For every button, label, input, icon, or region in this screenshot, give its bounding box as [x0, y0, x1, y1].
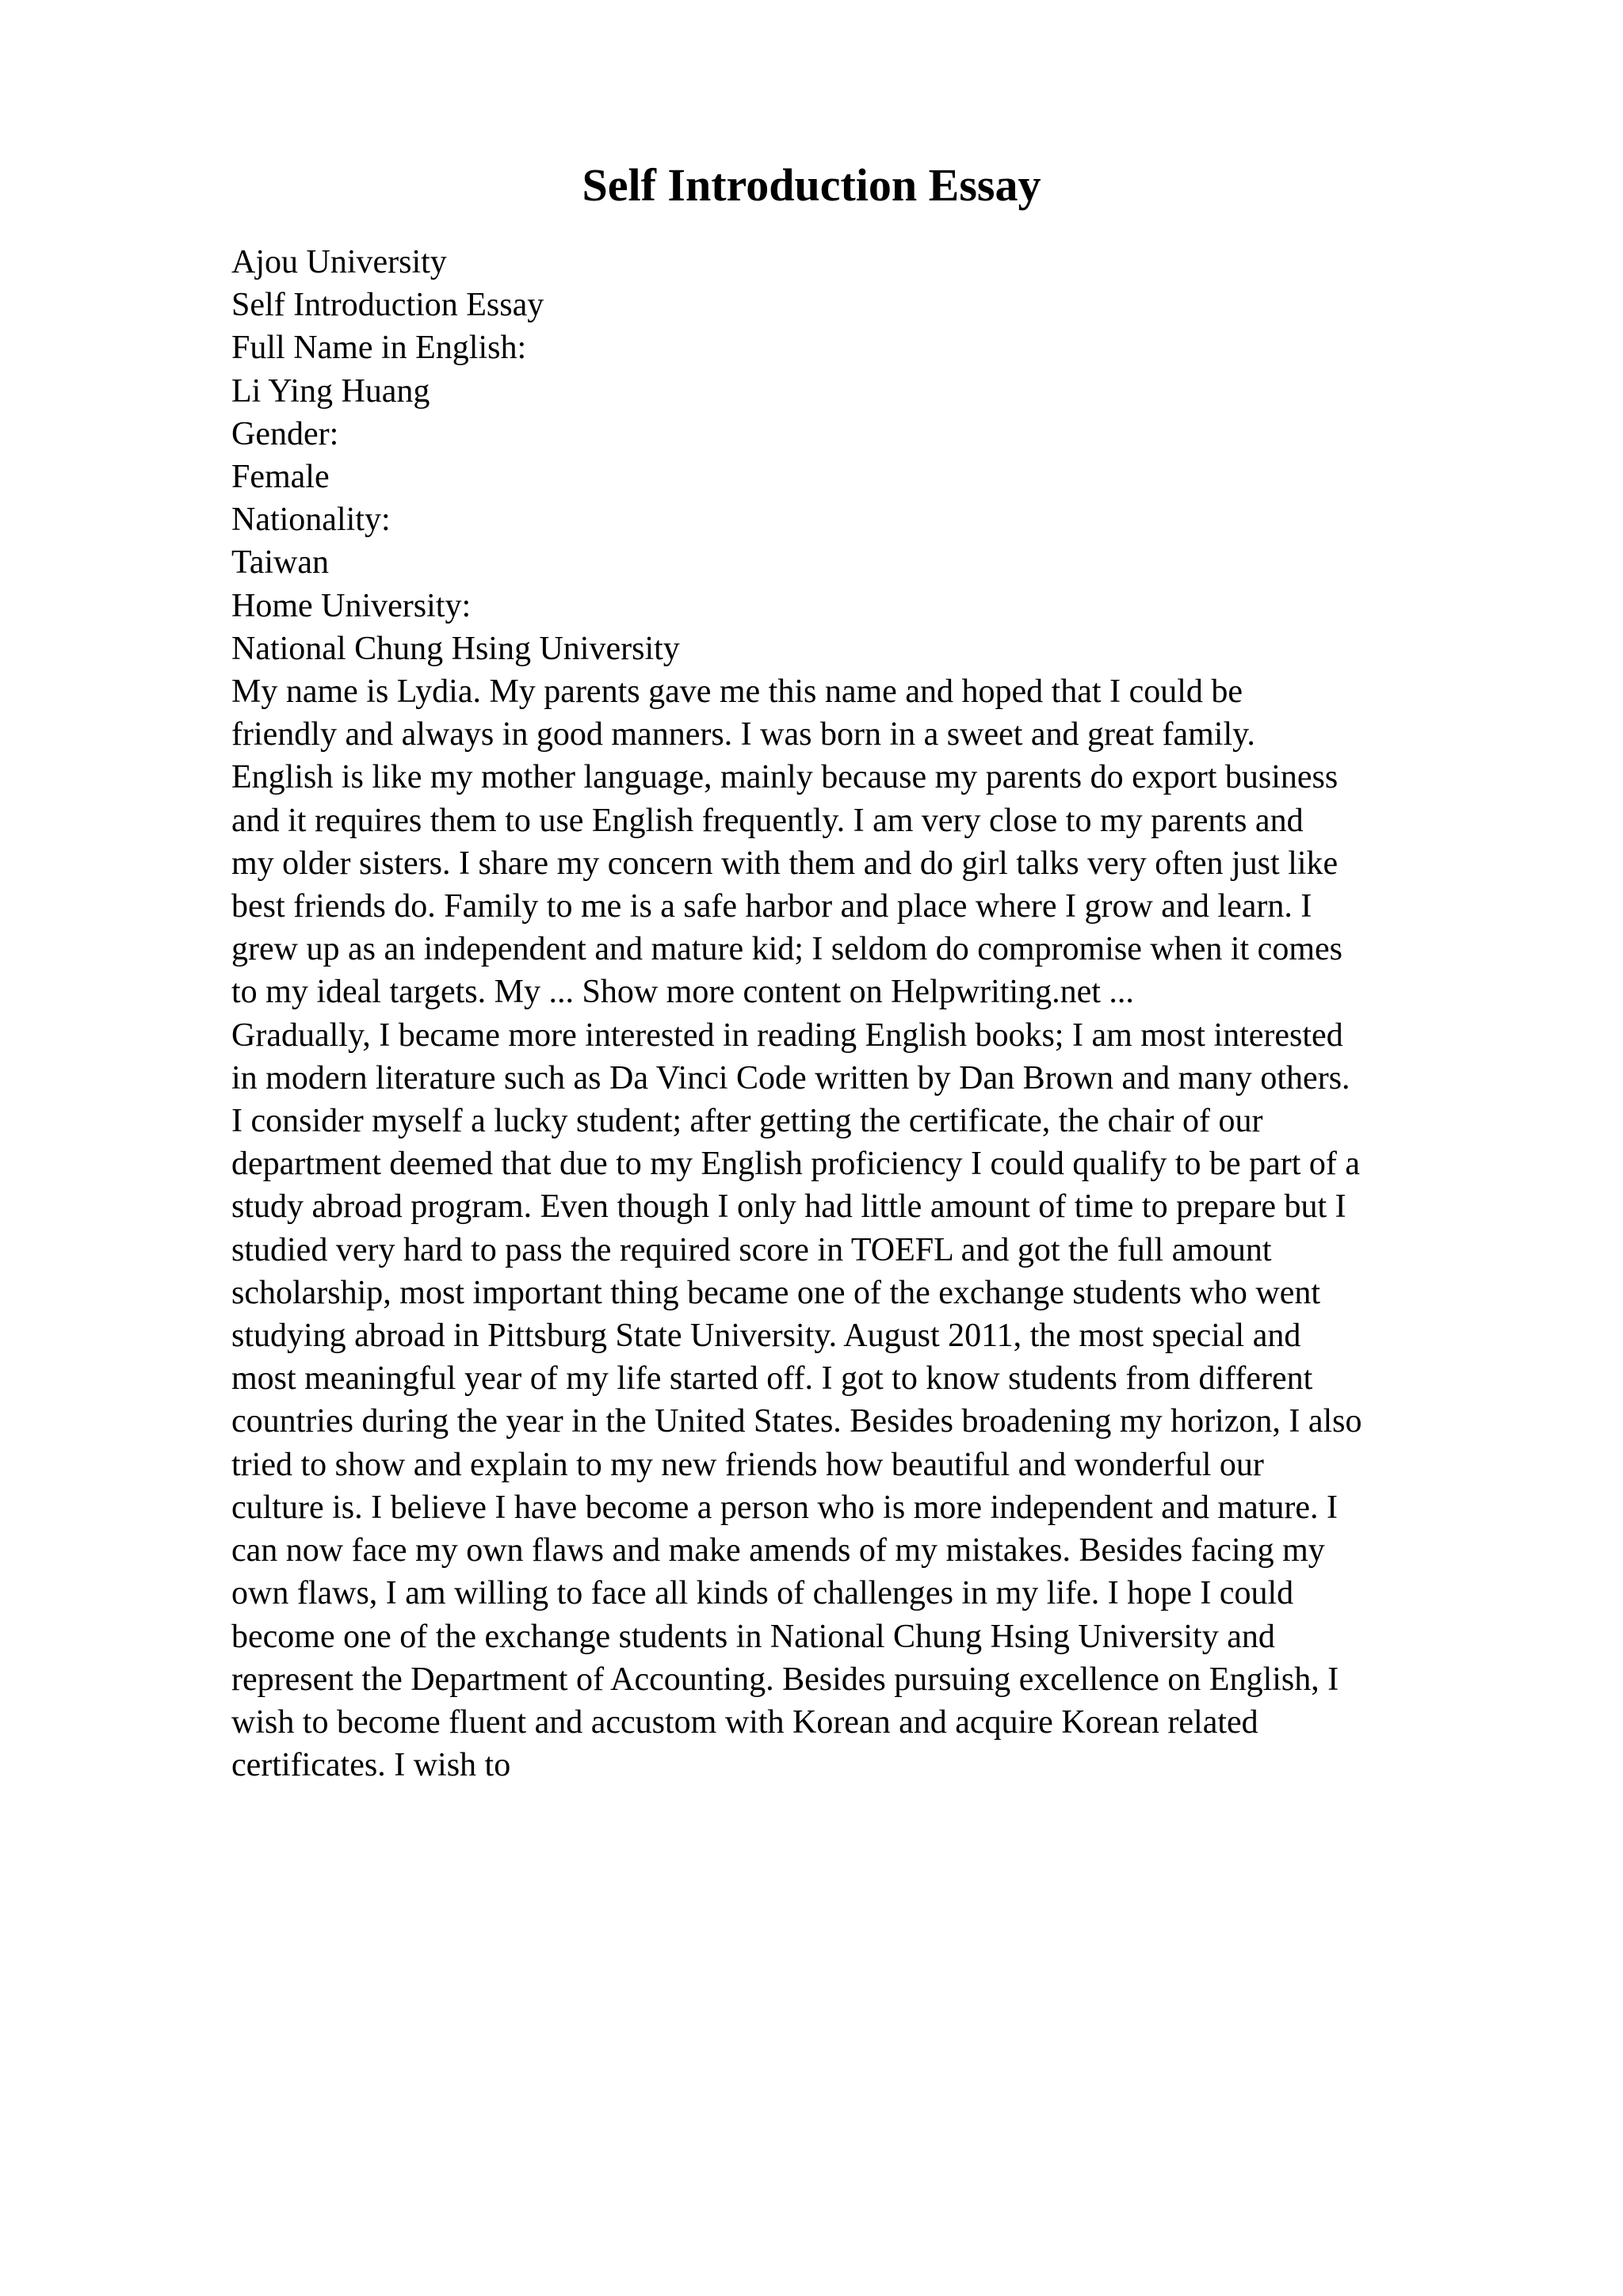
paragraph-2-line: own flaws, I am willing to face all kinds of challenges in my life. I hope I could: [231, 1575, 1294, 1612]
header-line: National Chung Hsing University: [231, 630, 680, 667]
paragraph-1-line: grew up as an independent and mature kid; I seldom do compromise when it comes: [231, 931, 1342, 968]
paragraph-1-line: English is like my mother language, mainly because my parents do export business: [231, 759, 1338, 796]
header-line: Full Name in English:: [231, 330, 527, 367]
paragraph-1-line: friendly and always in good manners. I was born in a sweet and great family.: [231, 716, 1255, 753]
paragraph-2-line: tried to show and explain to my new friends how beautiful and wonderful our: [231, 1446, 1264, 1483]
paragraph-2-line: most meaningful year of my life started off. I got to know students from different: [231, 1360, 1313, 1398]
paragraph-1-line: and it requires them to use English frequently. I am very close to my parents and: [231, 802, 1304, 839]
paragraph-1-line: my older sisters. I share my concern with them and do girl talks very often just like: [231, 845, 1338, 882]
header-line: Li Ying Huang: [231, 372, 430, 410]
paragraph-2-line: in modern literature such as Da Vinci Code written by Dan Brown and many others.: [231, 1059, 1350, 1097]
paragraph-2-line: represent the Department of Accounting. Besides pursuing excellence on English, I: [231, 1661, 1339, 1698]
header-line: Home University:: [231, 587, 472, 624]
paragraph-2-line: certificates. I wish to: [231, 1747, 511, 1784]
header-line: Female: [231, 459, 330, 496]
paragraph-2-line: scholarship, most important thing became one of the exchange students who went: [231, 1274, 1321, 1311]
document-body: [231, 241, 1594, 1787]
paragraph-2-line: countries during the year in the United States. Besides broadening my horizon, I also: [231, 1403, 1362, 1440]
paragraph-2-line: I consider myself a lucky student; after getting the certificate, the chair of our: [231, 1103, 1263, 1140]
paragraph-2-line: culture is. I believe I have become a person who is more independent and mature. I: [231, 1489, 1338, 1526]
document-title: Self Introduction Essay: [582, 159, 1041, 211]
paragraph-1-line: My name is Lydia. My parents gave me this name and hoped that I could be: [231, 673, 1243, 711]
paragraph-2-line: studying abroad in Pittsburg State University. August 2011, the most special and: [231, 1318, 1301, 1355]
header-line: Ajou University: [231, 244, 447, 280]
header-line: Taiwan: [231, 544, 330, 582]
paragraph-1-line: best friends do. Family to me is a safe harbor and place where I grow and learn. I: [231, 888, 1312, 925]
paragraph-2-line: become one of the exchange students in National Chung Hsing University and: [231, 1618, 1275, 1655]
header-line: Nationality:: [231, 502, 391, 539]
paragraph-2-line: study abroad program. Even though I only had little amount of time to prepare but I: [231, 1188, 1346, 1226]
paragraph-2-line: department deemed that due to my English proficiency I could qualify to be part of a: [231, 1146, 1361, 1183]
paragraph-2-line: wish to become fluent and accustom with Korean and acquire Korean related: [231, 1703, 1258, 1741]
paragraph-1-line: to my ideal targets. My ... Show more content on Helpwriting.net ...: [231, 974, 1134, 1011]
paragraph-2-line: studied very hard to pass the required score in TOEFL and got the full amount: [231, 1231, 1272, 1268]
header-line: Self Introduction Essay: [231, 287, 544, 324]
header-line: Gender:: [231, 415, 339, 452]
paragraph-2-line: can now face my own flaws and make amends of my mistakes. Besides facing my: [231, 1532, 1325, 1569]
paragraph-2-line: Gradually, I became more interested in reading English books; I am most interested: [231, 1016, 1343, 1054]
